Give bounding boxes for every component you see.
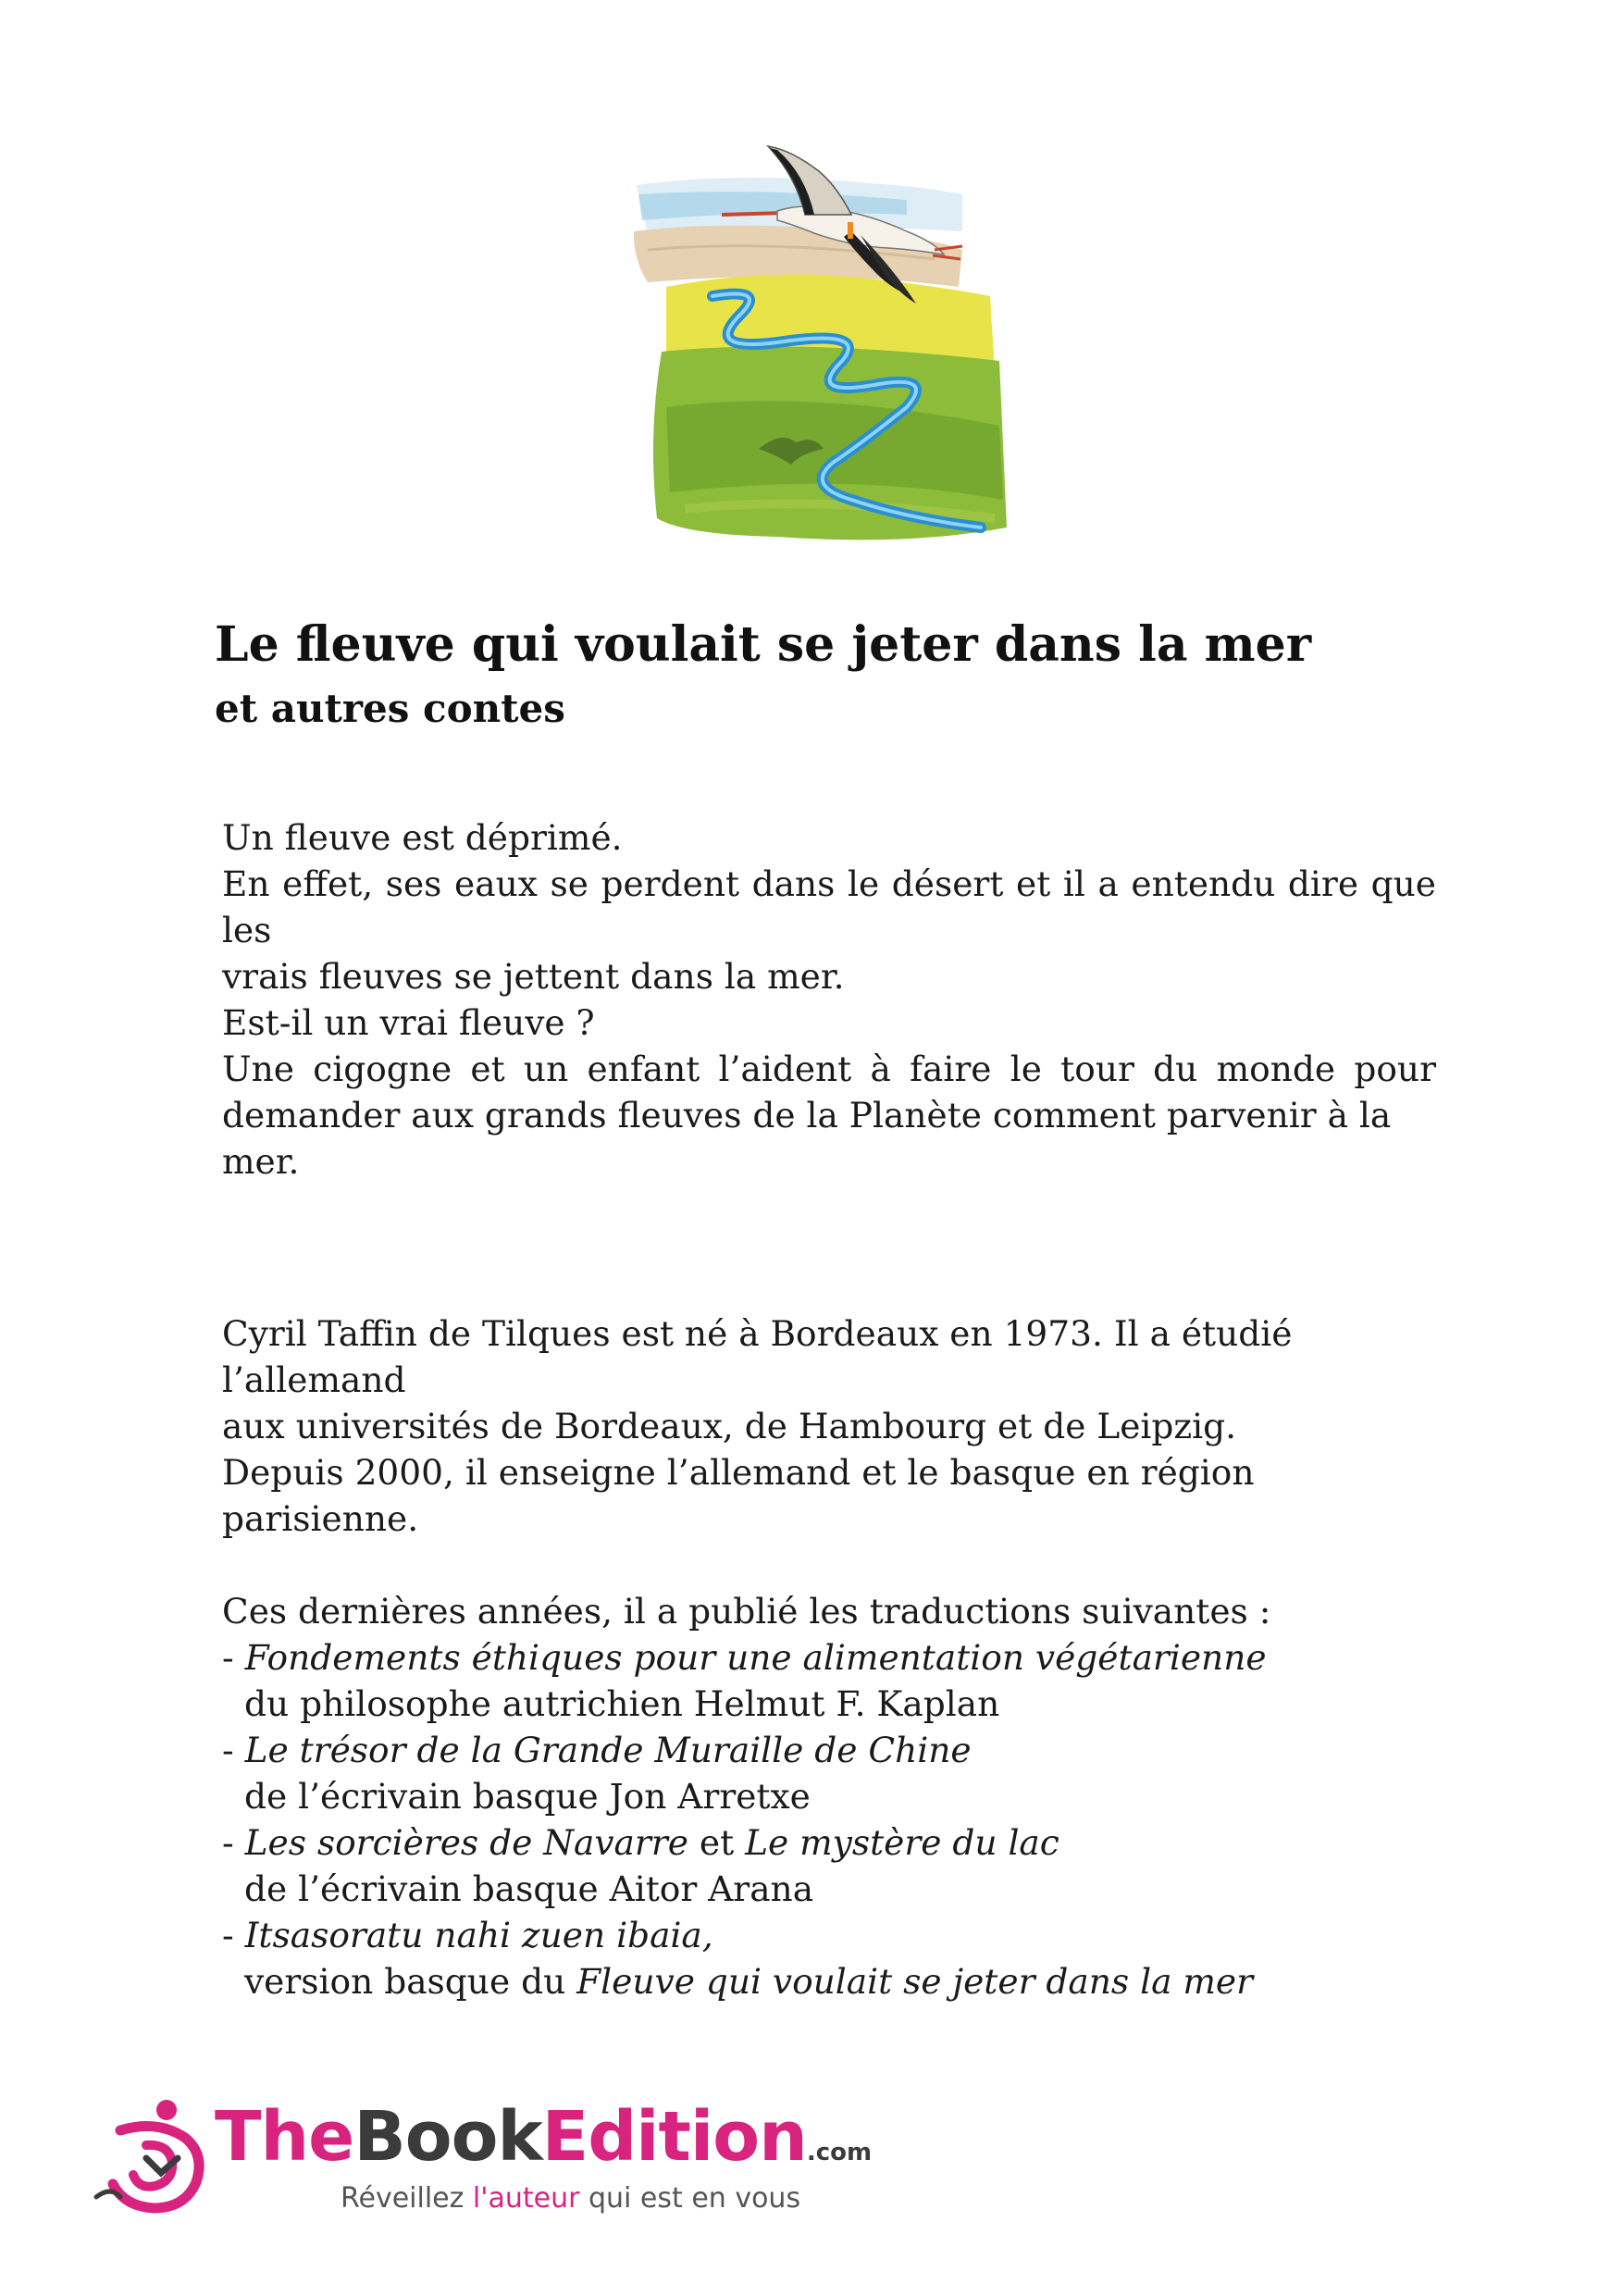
translation-item: - Les sorcières de Navarre et Le mystère du lac [222,1822,1059,1863]
translation-title: Le mystère du lac [745,1822,1059,1863]
author-bio [222,1310,1443,2004]
logo-tagline: Réveillez l'auteur qui est en vous [341,2182,801,2215]
translation-title: Fondements éthiques pour une alimentation végétarienne [244,1637,1267,1678]
cover-illustration [629,130,1027,555]
blurb-line: Une cigogne et un enfant l’aident à faire le tour du monde pour [222,1049,1436,1089]
thebookedition-logo-icon [93,2093,213,2214]
bio-line: aux universités de Bordeaux, de Hambourg et de Leipzig. [222,1406,1237,1446]
stork-river-icon [629,130,1027,555]
logo-wordmark: TheBookEdition.com [215,2097,873,2177]
title-block [215,618,1418,730]
blurb-line: demander aux grands fleuves de la Planète comment parvenir à la mer. [222,1095,1392,1182]
blurb-line: En effet, ses eaux se perdent dans le désert et il a entendu dire que les [222,863,1436,950]
publisher-logo [93,2093,873,2232]
translation-title: Les sorcières de Navarre [244,1822,688,1863]
bio-line: Depuis 2000, il enseigne l’allemand et le basque en région parisienne. [222,1452,1255,1539]
blurb [222,814,1436,1185]
blurb-line: vrais fleuves se jettent dans la mer. [222,956,845,997]
translation-detail: version basque du Fleuve qui voulait se jeter dans la mer [244,1961,1254,2002]
translation-title: Le trésor de la Grande Muraille de Chine [244,1730,972,1770]
translation-detail: du philosophe autrichien Helmut F. Kaplan [244,1683,1000,1724]
book-title: Le fleuve qui voulait se jeter dans la mer [215,616,1312,673]
bio-line: Cyril Taffin de Tilques est né à Bordeaux en 1973. Il a étudié l’allemand [222,1313,1293,1400]
blurb-line: Est-il un vrai fleuve ? [222,1002,595,1043]
translation-title: Itsasoratu nahi zuen ibaia, [244,1915,713,1955]
translation-detail: de l’écrivain basque Jon Arretxe [244,1776,811,1817]
translation-detail: de l’écrivain basque Aitor Arana [244,1868,814,1909]
blurb-line: Un fleuve est déprimé. [222,817,623,858]
translation-item: - Fondements éthiques pour une alimentation végétarienne [222,1637,1267,1678]
translation-item: - Itsasoratu nahi zuen ibaia, [222,1915,713,1955]
translation-item: - Le trésor de la Grande Muraille de Chine [222,1730,972,1770]
translations-intro: Ces dernières années, il a publié les traductions suivantes : [222,1591,1271,1632]
book-subtitle: et autres contes [215,686,565,732]
